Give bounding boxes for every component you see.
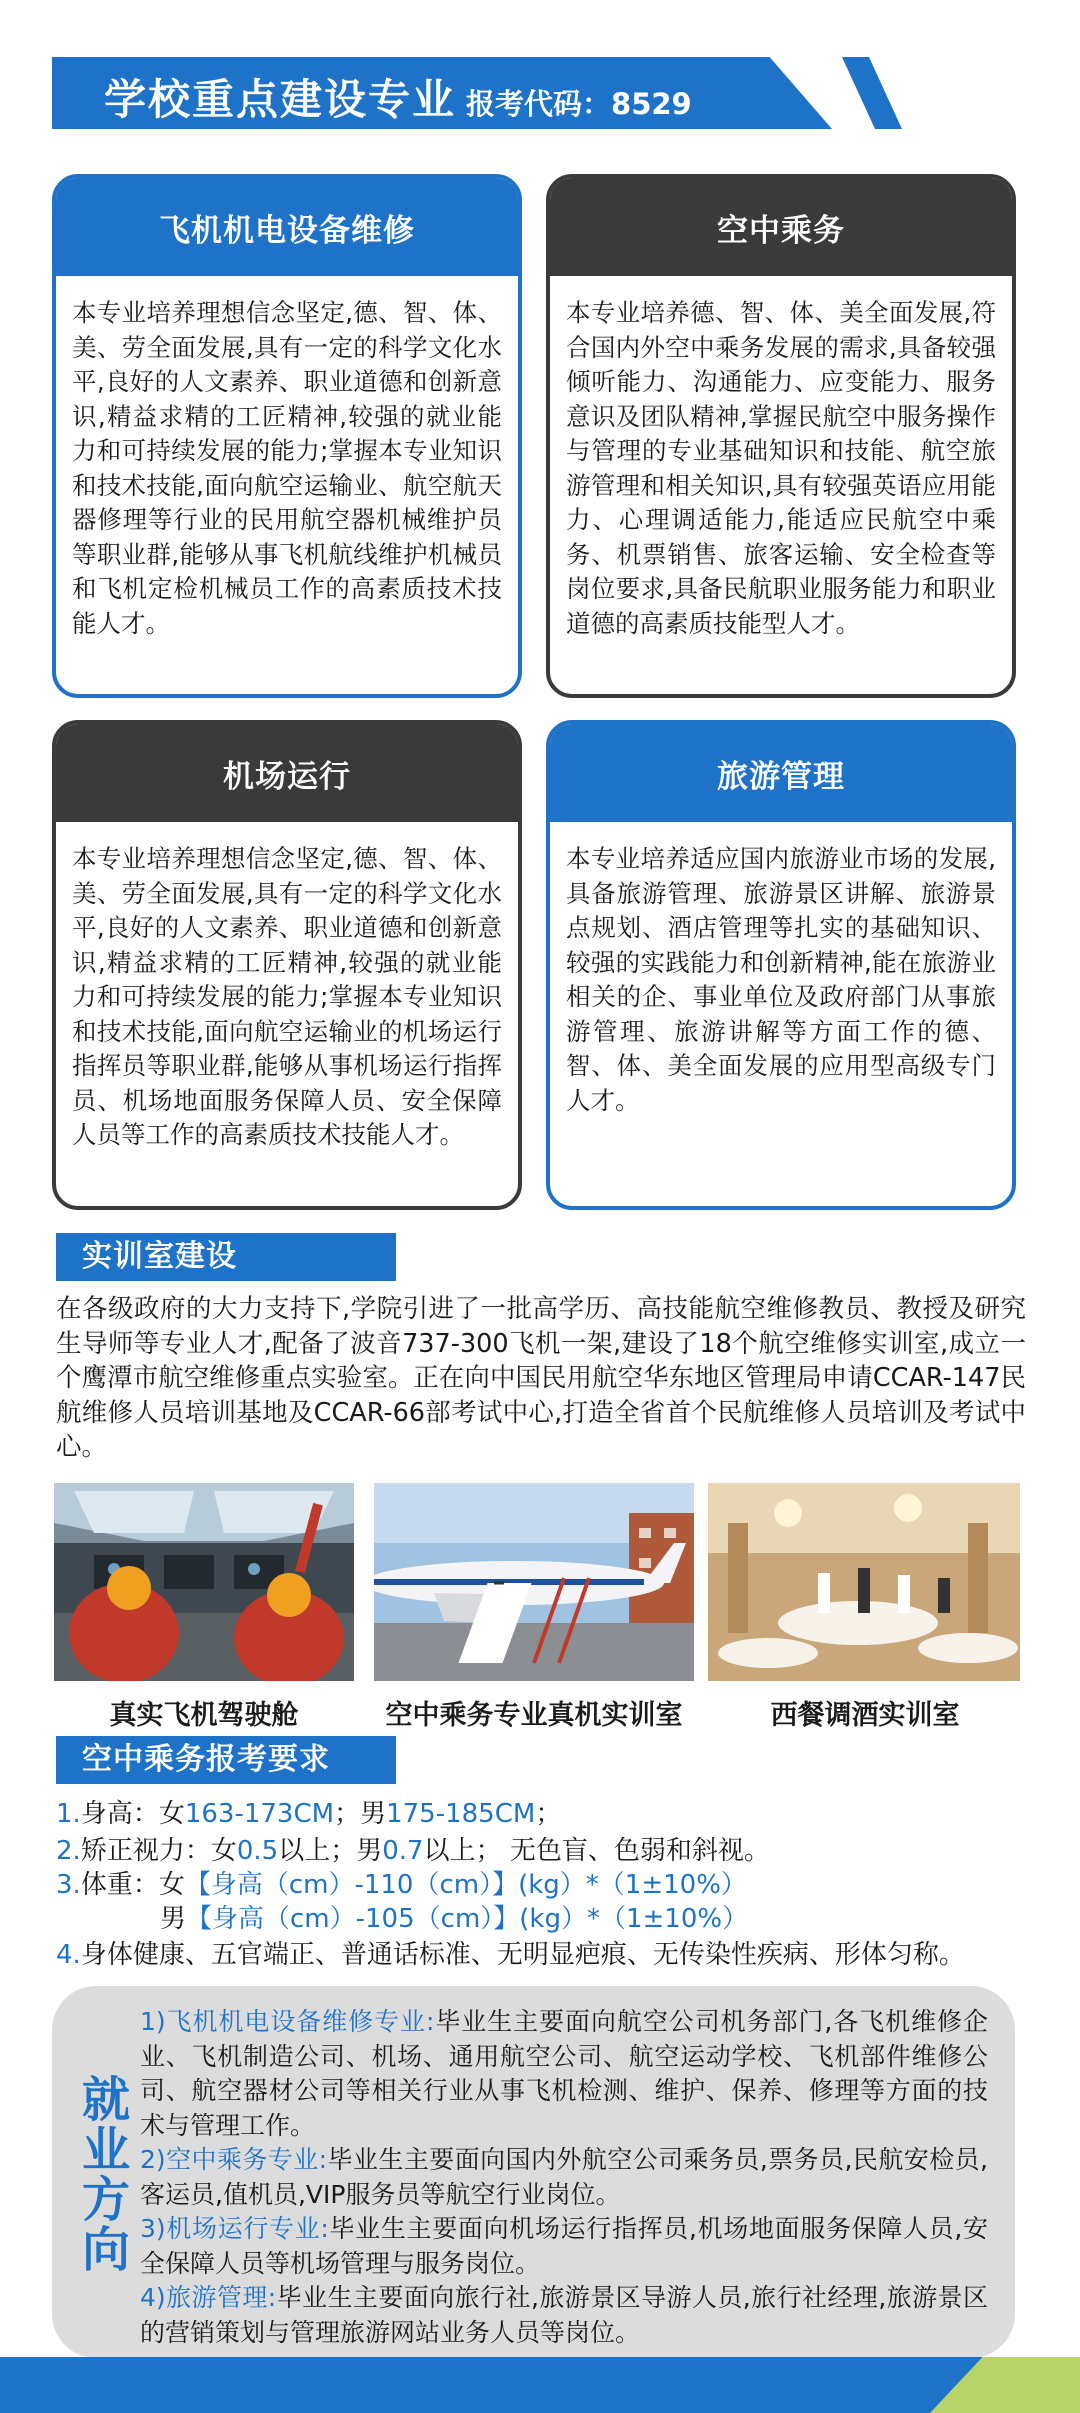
dining-room-photo	[708, 1483, 1020, 1681]
requirements-section-heading: 空中乘务报考要求	[56, 1736, 396, 1784]
header-stripe	[842, 57, 902, 129]
cockpit-photo-caption: 真实飞机驾驶舱	[109, 1700, 299, 1731]
header-text	[104, 67, 692, 127]
employment-item: 3)机场运行专业:毕业生主要面向机场运行指挥员,机场地面服务保障人员,安全保障人员等机场管理与服务岗位。	[140, 2214, 988, 2278]
requirement-height: 1.身高：女163-173CM；男175-185CM；	[56, 1799, 562, 1829]
training-section-heading: 实训室建设	[56, 1233, 396, 1281]
aircraft-photo	[374, 1483, 694, 1681]
page-title: 学校重点建设专业	[104, 75, 457, 124]
major-card-description: 本专业培养德、智、体、美全面发展,符合国内外空中乘务发展的需求,具备较强倾听能力、沟通能力、应变能力、服务意识及团队精神,掌握民航空中服务操作与管理的专业基础知识和技能、航空旅游管理和相关知识,具有较强英语应用能力、心理调适能力,能适应民航空中乘务、机票销售、旅客运输、安全检查等岗位要求,具备民航职业服务能力和职业道德的高素质技能型人才。	[566, 298, 996, 638]
requirement-vision: 2.矫正视力：女0.5以上；男0.7以上； 无色盲、色弱和斜视。	[56, 1836, 770, 1866]
major-card-title: 空中乘务	[550, 178, 1012, 276]
major-card-description: 本专业培养理想信念坚定,德、智、体、美、劳全面发展,具有一定的科学文化水平,良好的人文素养、职业道德和创新意识,精益求精的工匠精神,较强的就业能力和可持续发展的能力;掌握本专业知识和技术技能,面向航空运输业、航空航天器修理等行业的民用航空器机械维护员等职业群,能够从事飞机航线维护机械员和飞机定检机械员工作的高素质技术技能人才。	[72, 298, 502, 638]
major-card-title: 机场运行	[56, 724, 518, 822]
major-card-title: 飞机机电设备维修	[56, 178, 518, 276]
major-card-airport-operation	[52, 720, 522, 1210]
cockpit-photo	[54, 1483, 354, 1681]
employment-label: 就业方向	[81, 2072, 130, 2278]
employment-item: 4)旅游管理:毕业生主要面向旅行社,旅游景区导游人员,旅行社经理,旅游景区的营销策划与管理旅游网站业务人员等岗位。	[140, 2283, 988, 2347]
footer-band	[0, 2357, 1080, 2413]
requirement-weight-female: 3.体重：女【身高（cm）-110（cm）】(kg）*（1±10%）	[56, 1870, 747, 1900]
aircraft-photo-caption: 空中乘务专业真机实训室	[385, 1700, 683, 1731]
requirement-health: 4.身体健康、五官端正、普通话标准、无明显疤痕、无传染性疾病、形体匀称。	[56, 1940, 965, 1970]
major-card-description: 本专业培养理想信念坚定,德、智、体、美、劳全面发展,具有一定的科学文化水平,良好的人文素养、职业道德和创新意识,精益求精的工匠精神,较强的就业能力和可持续发展的能力;掌握本专业知识和技术技能,面向航空运输业的机场运行指挥员等职业群,能够从事机场运行指挥员、机场地面服务保障人员、安全保障人员等工作的高素质技术技能人才。	[72, 844, 502, 1149]
page-header	[52, 57, 847, 129]
employment-list	[140, 2005, 988, 2350]
employment-item: 1)飞机机电设备维修专业:毕业生主要面向航空公司机务部门,各飞机维修企业、飞机制造公司、机场、通用航空公司、航空运动学校、飞机部件维修公司、航空器材公司等相关行业从事飞机检测、维护、保养、修理等方面的技术与管理工作。	[140, 2007, 988, 2140]
major-card-tourism-management	[546, 720, 1016, 1210]
requirement-weight-male: 男【身高（cm）-105（cm）】(kg）*（1±10%）	[160, 1904, 749, 1934]
major-card-title: 旅游管理	[550, 724, 1012, 822]
major-card-description: 本专业培养适应国内旅游业市场的发展,具备旅游管理、旅游景区讲解、旅游景点规划、酒店管理等扎实的基础知识、较强的实践能力和创新精神,能在旅游业相关的企、事业单位及政府部门从事旅游管理、旅游讲解等方面工作的德、智、体、美全面发展的应用型高级专门人才。	[566, 844, 996, 1115]
training-description: 在各级政府的大力支持下,学院引进了一批高学历、高技能航空维修教员、教授及研究生导师等专业人才,配备了波音737-300飞机一架,建设了18个航空维修实训室,成立一个鹰潭市航空维修重点实验室。正在向中国民用航空华东地区管理局申请CCAR-147民航维修人员培训基地及CCAR-66部考试中心,打造全省首个民航维修人员培训及考试中心。	[56, 1294, 1026, 1462]
dining-room-photo-caption: 西餐调酒实训室	[770, 1700, 960, 1731]
major-card-aircraft-maintenance	[52, 174, 522, 698]
major-card-flight-attendant	[546, 174, 1016, 698]
employment-item: 2)空中乘务专业:毕业生主要面向国内外航空公司乘务员,票务员,民航安检员,客运员,值机员,VIP服务员等航空行业岗位。	[140, 2145, 989, 2209]
application-code: 报考代码：8529	[466, 87, 692, 121]
